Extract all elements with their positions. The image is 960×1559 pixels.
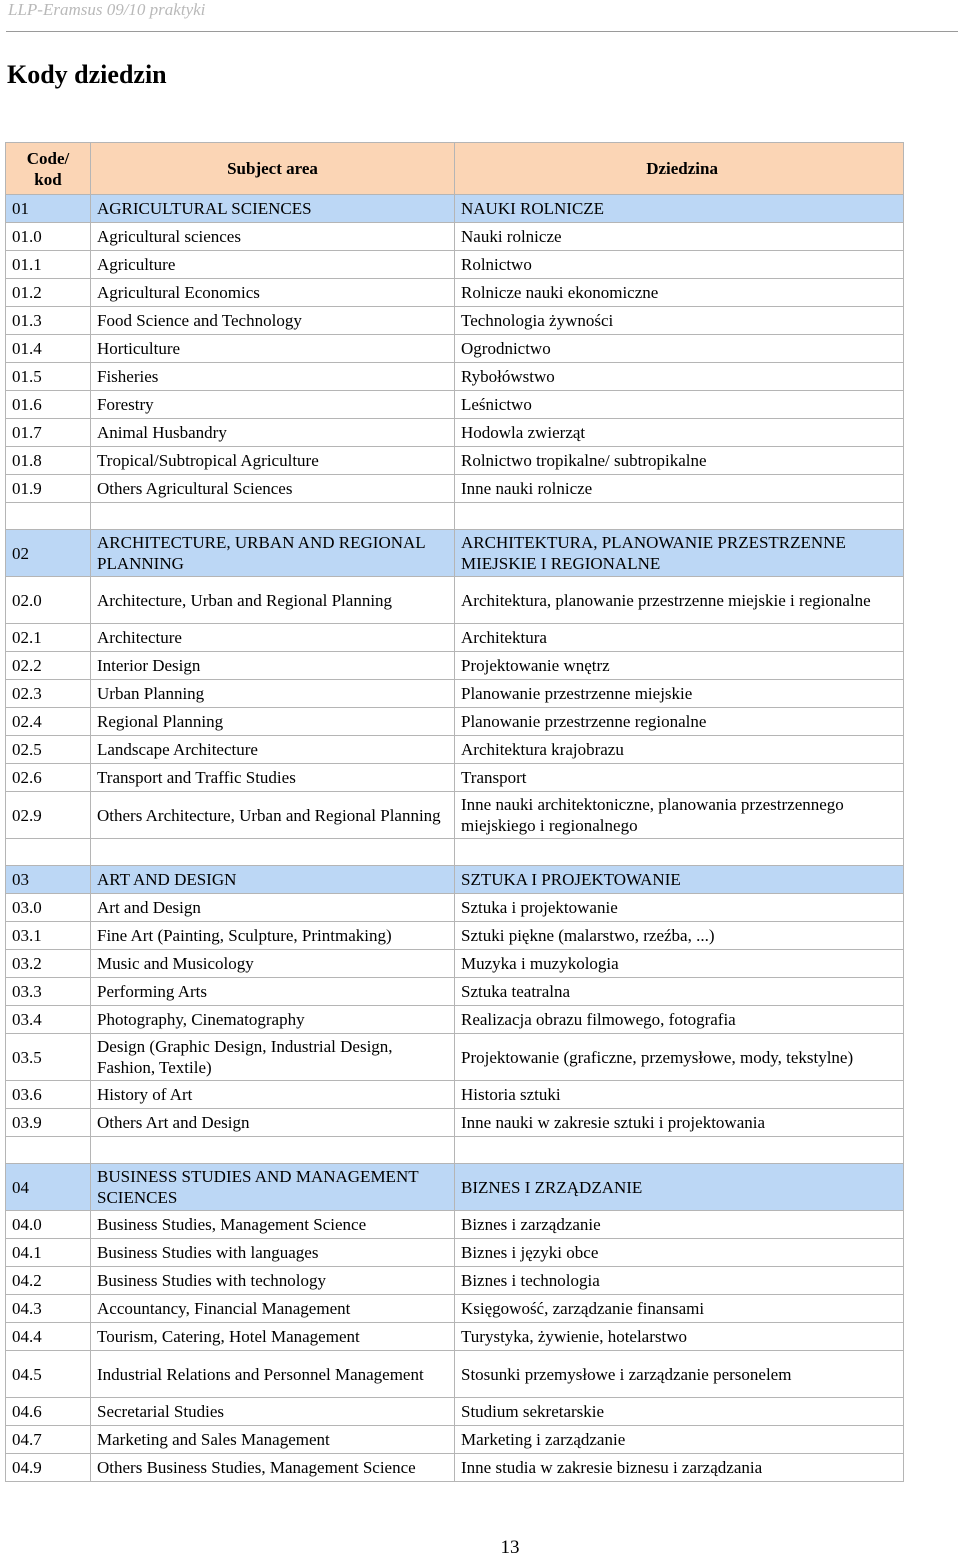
subject-cell: Accountancy, Financial Management	[91, 1295, 455, 1323]
code-cell: 04.0	[6, 1211, 91, 1239]
subject-cell: Horticulture	[91, 335, 455, 363]
table-row	[6, 1323, 904, 1351]
column-header-code-label: Code/ kod	[26, 148, 70, 189]
code-cell: 02.5	[6, 736, 91, 764]
code-cell: 04.9	[6, 1454, 91, 1482]
dziedzina-cell: Hodowla zwierząt	[455, 419, 904, 447]
code-cell: 02.9	[6, 792, 91, 839]
code-cell: 03.9	[6, 1109, 91, 1137]
dziedzina-cell: Biznes i zarządzanie	[455, 1211, 904, 1239]
table-row	[6, 1211, 904, 1239]
table-row	[6, 419, 904, 447]
subject-cell: Tropical/Subtropical Agriculture	[91, 447, 455, 475]
table-body	[6, 195, 904, 1482]
code-cell: 01.6	[6, 391, 91, 419]
code-cell: 03.5	[6, 1034, 91, 1081]
code-cell: 02.3	[6, 680, 91, 708]
table-row	[6, 223, 904, 251]
subject-cell: Agricultural sciences	[91, 223, 455, 251]
dziedzina-cell: Realizacja obrazu filmowego, fotografia	[455, 1006, 904, 1034]
code-cell: 02.4	[6, 708, 91, 736]
subject-cell: Tourism, Catering, Hotel Management	[91, 1323, 455, 1351]
dziedzina-cell: Transport	[455, 764, 904, 792]
subject-cell: Transport and Traffic Studies	[91, 764, 455, 792]
table-row	[6, 708, 904, 736]
subject-cell: Marketing and Sales Management	[91, 1426, 455, 1454]
code-cell: 03.1	[6, 922, 91, 950]
subject-cell: Music and Musicology	[91, 950, 455, 978]
table-row	[6, 1351, 904, 1398]
dziedzina-cell: Studium sekretarskie	[455, 1398, 904, 1426]
dziedzina-cell: Sztuka teatralna	[455, 978, 904, 1006]
subject-cell: Architecture	[91, 624, 455, 652]
group-header-row	[6, 1164, 904, 1211]
subject-cell: Photography, Cinematography	[91, 1006, 455, 1034]
spacer-row	[6, 503, 904, 530]
table-row	[6, 922, 904, 950]
subject-cell: Business Studies with technology	[91, 1267, 455, 1295]
dziedzina-cell: Projektowanie wnętrz	[455, 652, 904, 680]
dziedzina-cell: Biznes i języki obce	[455, 1239, 904, 1267]
table-row	[6, 251, 904, 279]
spacer-cell	[91, 1137, 455, 1164]
subject-codes-table	[5, 142, 904, 1482]
dziedzina-cell: Projektowanie (graficzne, przemysłowe, mody, tekstylne)	[455, 1034, 904, 1081]
dziedzina-cell: Inne nauki w zakresie sztuki i projektowania	[455, 1109, 904, 1137]
table-row	[6, 792, 904, 839]
subject-cell: Others Architecture, Urban and Regional Planning	[91, 792, 455, 839]
code-cell: 01.9	[6, 475, 91, 503]
dziedzina-cell: Architektura, planowanie przestrzenne miejskie i regionalne	[455, 577, 904, 624]
subject-cell: BUSINESS STUDIES AND MANAGEMENT SCIENCES	[91, 1164, 455, 1211]
table-row	[6, 652, 904, 680]
table-row	[6, 978, 904, 1006]
subject-cell: ART AND DESIGN	[91, 866, 455, 894]
table-row	[6, 307, 904, 335]
code-cell: 04.6	[6, 1398, 91, 1426]
page-number: 13	[500, 1537, 520, 1558]
dziedzina-cell: Architektura krajobrazu	[455, 736, 904, 764]
dziedzina-cell: Ogrodnictwo	[455, 335, 904, 363]
dziedzina-cell: Biznes i technologia	[455, 1267, 904, 1295]
dziedzina-cell: Turystyka, żywienie, hotelarstwo	[455, 1323, 904, 1351]
subject-cell: Others Agricultural Sciences	[91, 475, 455, 503]
spacer-row	[6, 839, 904, 866]
subject-cell: Business Studies, Management Science	[91, 1211, 455, 1239]
group-header-row	[6, 195, 904, 223]
table-row	[6, 279, 904, 307]
spacer-row	[6, 1137, 904, 1164]
subject-cell: AGRICULTURAL SCIENCES	[91, 195, 455, 223]
code-cell: 02.0	[6, 577, 91, 624]
column-header-subject: Subject area	[91, 143, 455, 195]
code-cell: 03.4	[6, 1006, 91, 1034]
code-cell: 04.5	[6, 1351, 91, 1398]
dziedzina-cell: Inne nauki rolnicze	[455, 475, 904, 503]
code-cell: 02.6	[6, 764, 91, 792]
dziedzina-cell: Architektura	[455, 624, 904, 652]
table-row	[6, 1267, 904, 1295]
code-cell: 03	[6, 866, 91, 894]
subject-cell: Agricultural Economics	[91, 279, 455, 307]
table-row	[6, 1398, 904, 1426]
dziedzina-cell: BIZNES I ZRZĄDZANIE	[455, 1164, 904, 1211]
code-cell: 04.3	[6, 1295, 91, 1323]
subject-cell: Agriculture	[91, 251, 455, 279]
dziedzina-cell: Historia sztuki	[455, 1081, 904, 1109]
spacer-cell	[455, 503, 904, 530]
table-row	[6, 475, 904, 503]
dziedzina-cell: Rybołówstwo	[455, 363, 904, 391]
dziedzina-cell: Planowanie przestrzenne regionalne	[455, 708, 904, 736]
subject-cell: Interior Design	[91, 652, 455, 680]
code-cell: 03.0	[6, 894, 91, 922]
dziedzina-cell: Leśnictwo	[455, 391, 904, 419]
code-cell: 01.5	[6, 363, 91, 391]
table-row	[6, 1006, 904, 1034]
dziedzina-cell: Planowanie przestrzenne miejskie	[455, 680, 904, 708]
spacer-cell	[455, 839, 904, 866]
subject-cell: ARCHITECTURE, URBAN AND REGIONAL PLANNING	[91, 530, 455, 577]
subject-cell: Fine Art (Painting, Sculpture, Printmaking)	[91, 922, 455, 950]
dziedzina-cell: SZTUKA I PROJEKTOWANIE	[455, 866, 904, 894]
code-cell: 04.4	[6, 1323, 91, 1351]
table-row	[6, 764, 904, 792]
table-row	[6, 624, 904, 652]
subject-cell: Others Art and Design	[91, 1109, 455, 1137]
subject-cell: Fisheries	[91, 363, 455, 391]
code-cell: 04.7	[6, 1426, 91, 1454]
subject-cell: Animal Husbandry	[91, 419, 455, 447]
dziedzina-cell: Inne nauki architektoniczne, planowania przestrzennego miejskiego i regionalnego	[455, 792, 904, 839]
column-header-dziedzina: Dziedzina	[455, 143, 904, 195]
dziedzina-cell: Rolnicze nauki ekonomiczne	[455, 279, 904, 307]
code-cell: 04.1	[6, 1239, 91, 1267]
subject-cell: Design (Graphic Design, Industrial Design, Fashion, Textile)	[91, 1034, 455, 1081]
page-title: Kody dziedzin	[7, 60, 167, 89]
dziedzina-cell: ARCHITEKTURA, PLANOWANIE PRZESTRZENNE MIEJSKIE I REGIONALNE	[455, 530, 904, 577]
table-row	[6, 1454, 904, 1482]
dziedzina-cell: Muzyka i muzykologia	[455, 950, 904, 978]
dziedzina-cell: Sztuka i projektowanie	[455, 894, 904, 922]
subject-cell: Food Science and Technology	[91, 307, 455, 335]
subject-cell: Regional Planning	[91, 708, 455, 736]
code-cell: 01.2	[6, 279, 91, 307]
table-row	[6, 894, 904, 922]
dziedzina-cell: Stosunki przemysłowe i zarządzanie personelem	[455, 1351, 904, 1398]
dziedzina-cell: NAUKI ROLNICZE	[455, 195, 904, 223]
group-header-row	[6, 530, 904, 577]
code-cell: 04.2	[6, 1267, 91, 1295]
table-row	[6, 335, 904, 363]
code-cell: 03.2	[6, 950, 91, 978]
code-cell: 02.2	[6, 652, 91, 680]
code-cell: 01.3	[6, 307, 91, 335]
table-row	[6, 1426, 904, 1454]
dziedzina-cell: Marketing i zarządzanie	[455, 1426, 904, 1454]
dziedzina-cell: Sztuki piękne (malarstwo, rzeźba, ...)	[455, 922, 904, 950]
subject-cell: Business Studies with languages	[91, 1239, 455, 1267]
subject-cell: History of Art	[91, 1081, 455, 1109]
table-row	[6, 577, 904, 624]
table-row	[6, 736, 904, 764]
subject-cell: Forestry	[91, 391, 455, 419]
group-header-row	[6, 866, 904, 894]
subject-cell: Architecture, Urban and Regional Planning	[91, 577, 455, 624]
table-row	[6, 1034, 904, 1081]
table-row	[6, 1239, 904, 1267]
table-row	[6, 1081, 904, 1109]
code-cell: 01.4	[6, 335, 91, 363]
code-cell: 01.0	[6, 223, 91, 251]
spacer-cell	[91, 839, 455, 866]
running-header: LLP-Eramsus 09/10 praktyki	[8, 0, 206, 19]
dziedzina-cell: Rolnictwo tropikalne/ subtropikalne	[455, 447, 904, 475]
subject-cell: Landscape Architecture	[91, 736, 455, 764]
spacer-cell	[6, 839, 91, 866]
code-cell: 03.6	[6, 1081, 91, 1109]
spacer-cell	[6, 503, 91, 530]
subject-cell: Urban Planning	[91, 680, 455, 708]
subject-cell: Art and Design	[91, 894, 455, 922]
subject-cell: Performing Arts	[91, 978, 455, 1006]
code-cell: 01	[6, 195, 91, 223]
code-cell: 03.3	[6, 978, 91, 1006]
dziedzina-cell: Księgowość, zarządzanie finansami	[455, 1295, 904, 1323]
subject-cell: Secretarial Studies	[91, 1398, 455, 1426]
table-row	[6, 447, 904, 475]
dziedzina-cell: Nauki rolnicze	[455, 223, 904, 251]
header-divider	[6, 31, 958, 32]
spacer-cell	[91, 503, 455, 530]
code-cell: 02.1	[6, 624, 91, 652]
table-header-row	[6, 143, 904, 195]
dziedzina-cell: Rolnictwo	[455, 251, 904, 279]
table-row	[6, 363, 904, 391]
table-row	[6, 950, 904, 978]
table-row	[6, 680, 904, 708]
subject-cell: Industrial Relations and Personnel Management	[91, 1351, 455, 1398]
code-cell: 04	[6, 1164, 91, 1211]
table-row	[6, 1109, 904, 1137]
code-cell: 01.7	[6, 419, 91, 447]
subject-cell: Others Business Studies, Management Science	[91, 1454, 455, 1482]
dziedzina-cell: Inne studia w zakresie biznesu i zarządzania	[455, 1454, 904, 1482]
spacer-cell	[6, 1137, 91, 1164]
column-header-code	[6, 143, 91, 195]
table-row	[6, 391, 904, 419]
code-cell: 01.1	[6, 251, 91, 279]
code-cell: 02	[6, 530, 91, 577]
code-cell: 01.8	[6, 447, 91, 475]
table-row	[6, 1295, 904, 1323]
dziedzina-cell: Technologia żywności	[455, 307, 904, 335]
spacer-cell	[455, 1137, 904, 1164]
